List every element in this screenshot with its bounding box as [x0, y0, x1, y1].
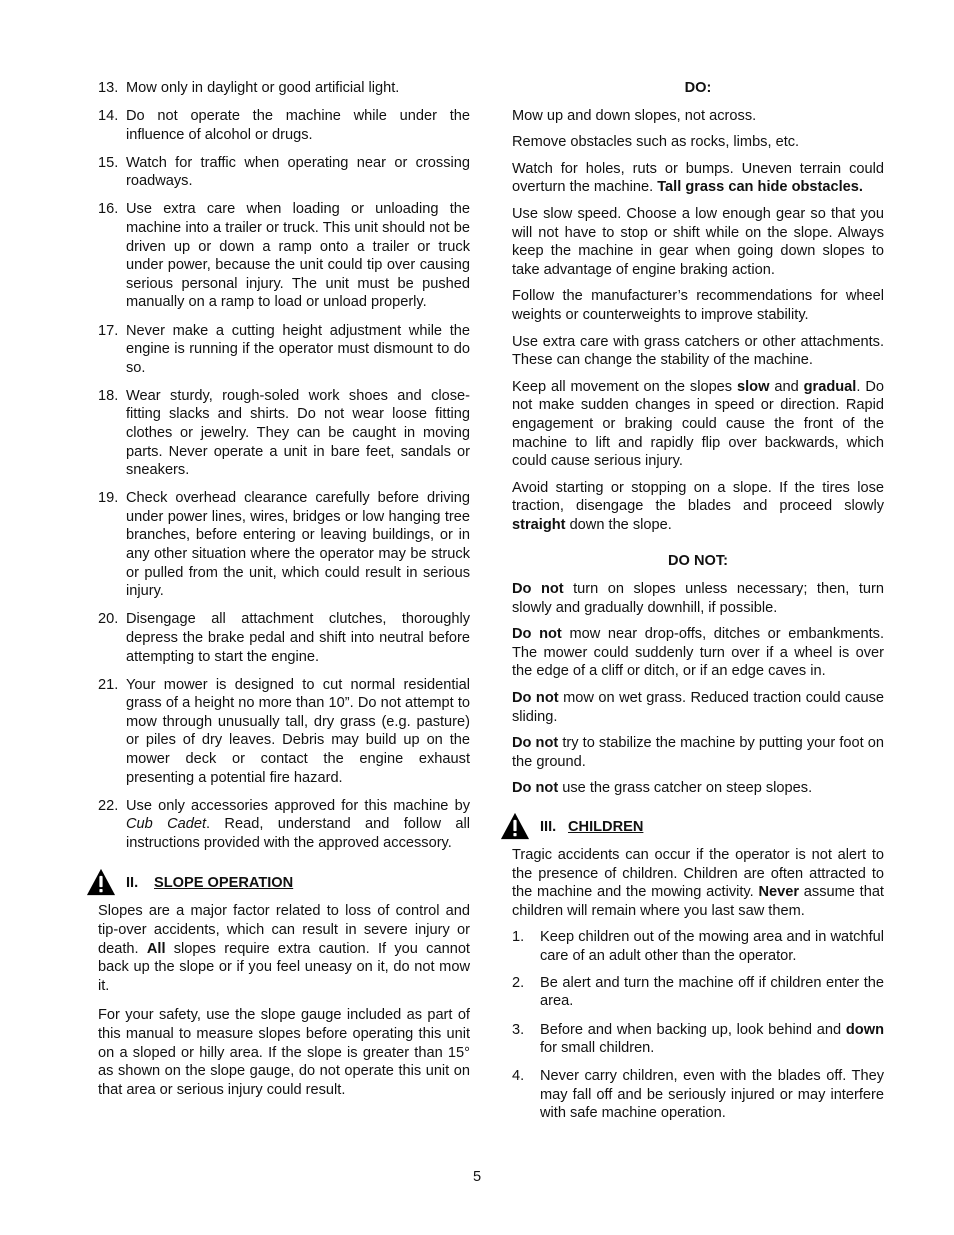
list-item: 3. Before and when backing up, look behind and down for small children.	[512, 1021, 884, 1057]
list-item: 4. Never carry children, even with the blades off. They may fall off and be seriously injured or may interfere with safe machine operation.	[512, 1067, 884, 1122]
do-not-item: Do not mow on wet grass. Reduced traction could cause sliding.	[512, 690, 884, 725]
do-item: Remove obstacles such as rocks, limbs, etc.	[512, 134, 800, 151]
do-not-item: Do not turn on slopes unless necessary; then, turn slowly and gradually downhill, if possible.	[512, 581, 884, 616]
list-item: 13. Mow only in daylight or good artificial light.	[98, 80, 400, 96]
do-not-item: Do not try to stabilize the machine by putting your foot on the ground.	[512, 735, 884, 770]
list-item: 21. Your mower is designed to cut normal residential grass of a height no more than 10”. Do not attempt to mow through unusually tall, dry grass (e.g. pasture) or piles of dry leaves. Debris may build up on the mower deck or contact the engine exhaust presenting a potential fire hazard.	[98, 676, 470, 786]
children-intro: Tragic accidents can occur if the operator is not alert to the presence of children. Children are often attracted to the machine and the mowing activity. Never assume that children will remain where you last saw them.	[512, 847, 884, 919]
warning-triangle-icon	[500, 811, 530, 841]
list-item: 20. Disengage all attachment clutches, thoroughly depress the brake pedal and shift into neutral before attempting to start the engine.	[98, 611, 470, 665]
right-column	[512, 79, 884, 1131]
do-item: Use extra care with grass catchers or other attachments. These can change the stability of the machine.	[512, 333, 884, 369]
slope-operation-heading: II. SLOPE OPERATION	[98, 874, 470, 893]
list-item: 1. Keep children out of the mowing area and in watchful care of an adult other than the operator.	[512, 929, 884, 964]
list-item: 2. Be alert and turn the machine off if children enter the area.	[512, 974, 884, 1010]
warning-triangle-icon	[86, 867, 116, 897]
list-item: 17. Never make a cutting height adjustment while the engine is running if the operator must dismount to do so.	[98, 322, 470, 376]
brand-name: Cub Cadet	[126, 816, 207, 833]
slope-paragraph-1: Slopes are a major factor related to loss of control and tip-over accidents, which can result in severe injury or death. All slopes require extra caution. If you cannot back up the slope or if you feel uneasy on it, do not mow it.	[98, 903, 470, 994]
children-list	[512, 928, 884, 1122]
do-not-heading: DO NOT:	[668, 553, 728, 570]
do-item: Use slow speed. Choose a low enough gear so that you will not have to stop or shift while on the slope. Always keep the machine in gear when going down slopes to take advantage of engine braking action.	[512, 205, 884, 278]
children-heading: III. CHILDREN	[512, 818, 884, 837]
page-number: 5	[472, 1169, 482, 1185]
list-item: 16. Use extra care when loading or unloading the machine into a trailer or truck. This unit should not be driven up or down a ramp onto a trailer or truck under power, because the unit could tip over causing serious personal injury. The unit must be pushed manually on a ramp to load or unload properly.	[98, 201, 470, 311]
do-not-item: Do not mow near drop-offs, ditches or embankments. The mower could suddenly turn over if a wheel is over the edge of a cliff or ditch, or if an edge caves in.	[512, 626, 884, 680]
slope-paragraph-2: For your safety, use the slope gauge included as part of this manual to measure slopes before operating this unit on a sloped or hilly area. If the slope is greater than 15° as shown on the slope gauge, do not operate this unit on that area or serious injury could result.	[98, 1007, 470, 1098]
do-heading: DO:	[684, 80, 712, 96]
do-item: Keep all movement on the slopes slow and gradual. Do not make sudden changes in speed or direction. Rapid engagement or braking could cause the front of the machine to lift and rapidly flip over backwards, which could cause serious injury.	[512, 378, 884, 470]
list-item: 14. Do not operate the machine while under the influence of alcohol or drugs.	[98, 108, 470, 143]
list-item-accessories: 22. Use only accessories approved for this machine by Cub Cadet. Read, understand and follow all instructions provided with the approved accessory.	[98, 797, 470, 851]
do-item: Avoid starting or stopping on a slope. If the tires lose traction, disengage the blades and proceed slowly straight down the slope.	[512, 479, 884, 533]
do-item: Mow up and down slopes, not across.	[512, 107, 757, 124]
list-item: 15. Watch for traffic when operating near or crossing roadways.	[98, 154, 470, 190]
do-item: Follow the manufacturer’s recommendations for wheel weights or counterweights to improve stability.	[512, 288, 884, 323]
left-column	[98, 79, 470, 1107]
do-not-item: Do not use the grass catcher on steep slopes.	[512, 780, 813, 797]
safety-list-continued	[98, 79, 470, 852]
do-item: Watch for holes, ruts or bumps. Uneven terrain could overturn the machine. Tall grass can hide obstacles.	[512, 160, 884, 196]
list-item: 18. Wear sturdy, rough-soled work shoes and close-fitting slacks and shirts. Do not wear loose fitting clothes or jewelry. They can be caught in moving parts. Never operate a unit in bare feet, sandals or sneakers.	[98, 387, 470, 479]
list-item: 19. Check overhead clearance carefully before driving under power lines, wires, bridges or low hanging tree branches, before entering or leaving buildings, or in any other situation where the operator may be struck or pulled from the unit, which could result in serious injury.	[98, 490, 470, 600]
